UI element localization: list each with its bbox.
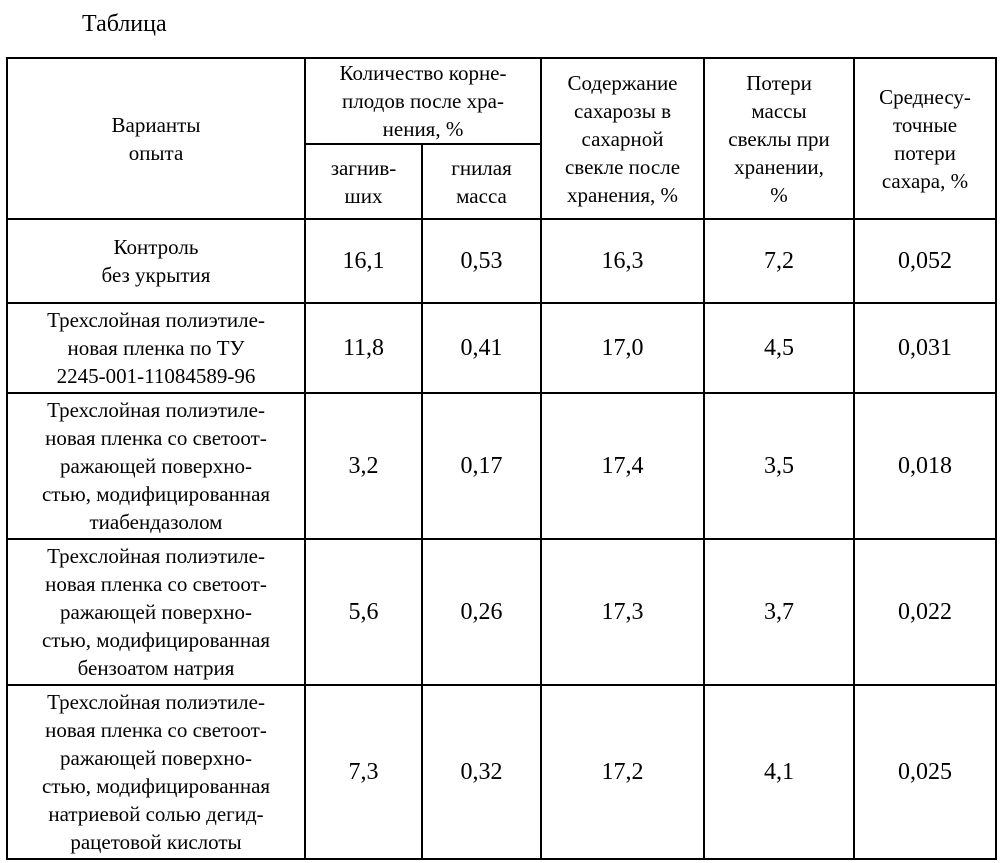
row-variant: Трехслойная полиэтиле- новая пленка со светоот- ражающей поверхно- стью, модифицированная тиабендазолом (7, 393, 305, 539)
header-rotten: загнив- ших (305, 144, 422, 219)
row-variant: Трехслойная полиэтиле- новая пленка по ТУ 2245-001-11084589-96 (7, 303, 305, 393)
cell-rotten: 3,2 (305, 393, 422, 539)
cell-rotten-mass: 0,26 (422, 539, 541, 685)
cell-mass-loss: 4,1 (704, 685, 854, 859)
cell-daily-loss: 0,018 (854, 393, 996, 539)
table-row (7, 539, 996, 685)
header-roots-group: Количество корне- плодов после хра- нения, % (305, 58, 541, 144)
row-variant: Контроль без укрытия (7, 219, 305, 303)
cell-rotten: 11,8 (305, 303, 422, 393)
header-rotten-mass: гнилая масса (422, 144, 541, 219)
cell-daily-loss: 0,025 (854, 685, 996, 859)
cell-mass-loss: 3,5 (704, 393, 854, 539)
cell-mass-loss: 3,7 (704, 539, 854, 685)
cell-rotten-mass: 0,32 (422, 685, 541, 859)
cell-daily-loss: 0,031 (854, 303, 996, 393)
header-mass-loss: Потери массы свеклы при хранении, % (704, 58, 854, 219)
cell-rotten: 5,6 (305, 539, 422, 685)
cell-sucrose: 16,3 (541, 219, 704, 303)
cell-daily-loss: 0,022 (854, 539, 996, 685)
cell-sucrose: 17,3 (541, 539, 704, 685)
table-row (7, 685, 996, 859)
header-daily-loss: Среднесу- точные потери сахара, % (854, 58, 996, 219)
cell-rotten-mass: 0,17 (422, 393, 541, 539)
cell-rotten: 16,1 (305, 219, 422, 303)
header-sucrose: Содержание сахарозы в сахарной свекле после хранения, % (541, 58, 704, 219)
cell-mass-loss: 4,5 (704, 303, 854, 393)
cell-sucrose: 17,4 (541, 393, 704, 539)
table-row (7, 393, 996, 539)
cell-rotten: 7,3 (305, 685, 422, 859)
results-table (6, 57, 997, 860)
table-row (7, 303, 996, 393)
row-variant: Трехслойная полиэтиле- новая пленка со светоот- ражающей поверхно- стью, модифицированная бензоатом натрия (7, 539, 305, 685)
cell-daily-loss: 0,052 (854, 219, 996, 303)
cell-rotten-mass: 0,53 (422, 219, 541, 303)
cell-rotten-mass: 0,41 (422, 303, 541, 393)
cell-sucrose: 17,2 (541, 685, 704, 859)
cell-mass-loss: 7,2 (704, 219, 854, 303)
cell-sucrose: 17,0 (541, 303, 704, 393)
table-caption: Таблица (82, 11, 167, 37)
header-variants: Варианты опыта (7, 58, 305, 219)
table-row (7, 219, 996, 303)
row-variant: Трехслойная полиэтиле- новая пленка со светоот- ражающей поверхно- стью, модифицированная натриевой солью дегид- рацетовой кислоты (7, 685, 305, 859)
